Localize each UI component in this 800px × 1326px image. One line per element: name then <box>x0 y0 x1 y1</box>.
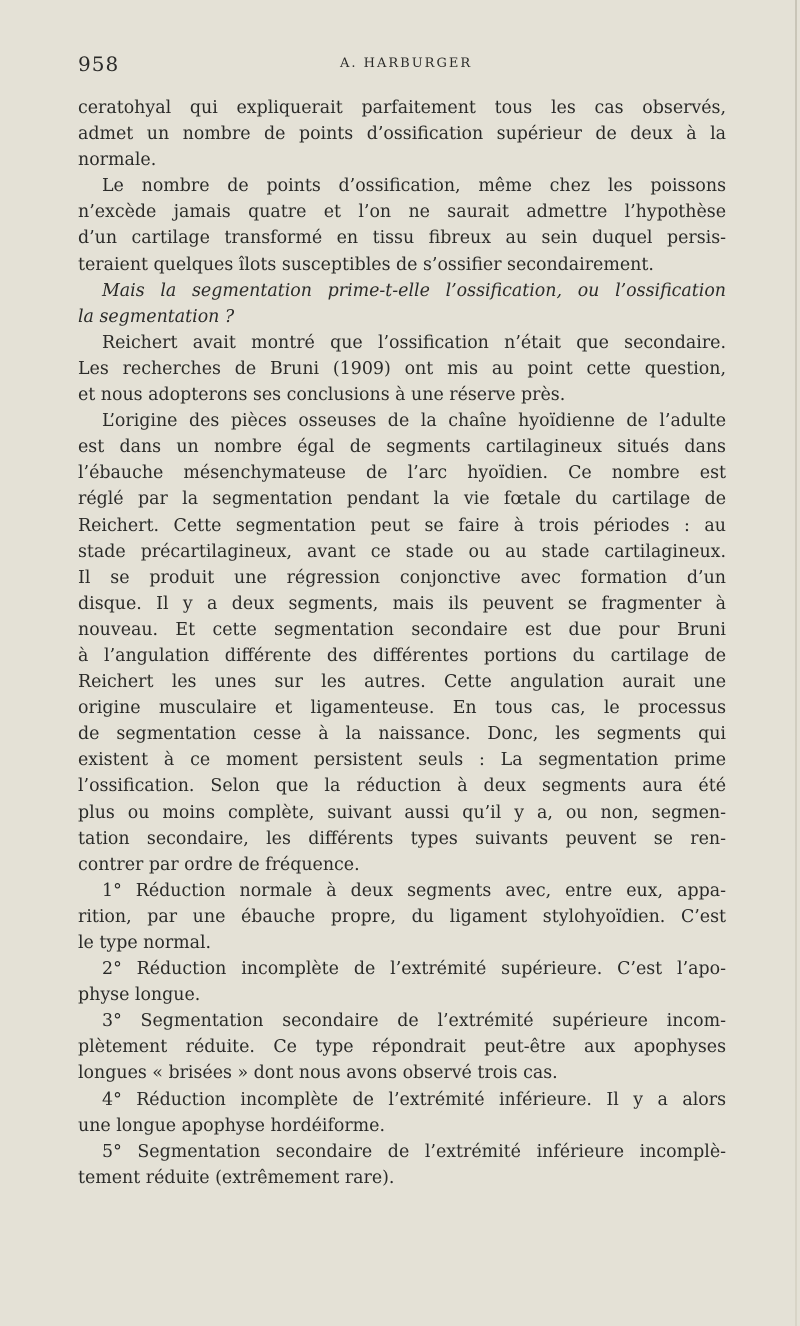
text-line: l’ossification. Selon que la réduction à deux segments aura été <box>78 776 726 797</box>
text-line: plus ou moins complète, suivant aussi qu’il y a, ou non, segmen- <box>78 802 726 823</box>
text-line: Reichert les unes sur les autres. Cette angulation aurait une <box>78 672 726 693</box>
text-line: L’origine des pièces osseuses de la chaîne hyoïdienne de l’adulte <box>102 411 726 432</box>
text-line: teraient quelques îlots susceptibles de s’ossifier secondairement. <box>78 254 654 275</box>
body-text <box>78 95 726 1191</box>
text-line: tation secondaire, les différents types suivants peuvent se ren- <box>78 828 726 849</box>
text-line: 1° Réduction normale à deux segments avec, entre eux, appa- <box>102 880 726 901</box>
text-line: réglé par la segmentation pendant la vie fœtale du cartilage de <box>78 489 726 510</box>
text-line: plètement réduite. Ce type répondrait peut-être aux apophyses <box>78 1037 726 1058</box>
text-line: l’ébauche mésenchymateuse de l’arc hyoïdien. Ce nombre est <box>78 463 726 484</box>
text-line: Il se produit une régression conjonctive avec formation d’un <box>78 567 726 588</box>
text-line: n’excède jamais quatre et l’on ne saurait admettre l’hypothèse <box>78 202 726 223</box>
text-line: une longue apophyse hordéiforme. <box>78 1115 385 1136</box>
text-line: existent à ce moment persistent seuls : La segmentation prime <box>78 750 726 771</box>
text-line: de segmentation cesse à la naissance. Donc, les segments qui <box>78 724 726 745</box>
text-line: origine musculaire et ligamenteuse. En tous cas, le processus <box>78 698 726 719</box>
text-line: longues « brisées » dont nous avons observé trois cas. <box>78 1063 558 1084</box>
text-line: physe longue. <box>78 985 201 1006</box>
text-line: 4° Réduction incomplète de l’extrémité inférieure. Il y a alors <box>102 1089 726 1110</box>
text-line: 3° Segmentation secondaire de l’extrémité supérieure incom- <box>102 1011 726 1032</box>
text-line: admet un nombre de points d’ossification supérieur de deux à la <box>78 124 726 145</box>
text-line: contrer par ordre de fréquence. <box>78 854 360 875</box>
text-line: Les recherches de Bruni (1909) ont mis au point cette question, <box>78 358 726 379</box>
text-line: à l’angulation différente des différentes portions du cartilage de <box>78 645 726 666</box>
text-line: Reichert avait montré que l’ossification n’était que secondaire. <box>102 332 726 353</box>
text-line: normale. <box>78 150 157 171</box>
text-line: disque. Il y a deux segments, mais ils peuvent se fragmenter à <box>78 593 726 614</box>
text-line: 2° Réduction incomplète de l’extrémité supérieure. C’est l’apo- <box>102 959 726 980</box>
text-line: rition, par une ébauche propre, du ligament stylohyoïdien. C’est <box>78 906 726 927</box>
text-line: nouveau. Et cette segmentation secondaire est due pour Bruni <box>78 619 726 640</box>
text-line: est dans un nombre égal de segments cartilagineux situés dans <box>78 437 726 458</box>
text-line: Reichert. Cette segmentation peut se faire à trois périodes : au <box>78 515 726 536</box>
page-header <box>78 52 728 82</box>
text-line: et nous adopterons ses conclusions à une réserve près. <box>78 385 566 406</box>
running-head: A. HARBURGER <box>340 56 473 71</box>
text-line: stade précartilagineux, avant ce stade ou au stade cartilagineux. <box>78 541 726 562</box>
text-line: Mais la segmentation prime-t-elle l’ossification, ou l’ossification <box>102 280 726 301</box>
text-line: ceratohyal qui expliquerait parfaitement tous les cas observés, <box>78 98 726 118</box>
text-line: d’un cartilage transformé en tissu fibreux au sein duquel persis- <box>78 228 726 249</box>
page-number: 958 <box>78 52 120 76</box>
text-line: le type normal. <box>78 933 212 953</box>
text-line: Le nombre de points d’ossification, même chez les poissons <box>102 176 726 197</box>
page-edge-shadow <box>795 0 797 1326</box>
text-line: 5° Segmentation secondaire de l’extrémité inférieure incomplè- <box>102 1141 726 1162</box>
text-line: tement réduite (extrêmement rare). <box>78 1167 395 1188</box>
text-line: la segmentation ? <box>78 306 235 327</box>
